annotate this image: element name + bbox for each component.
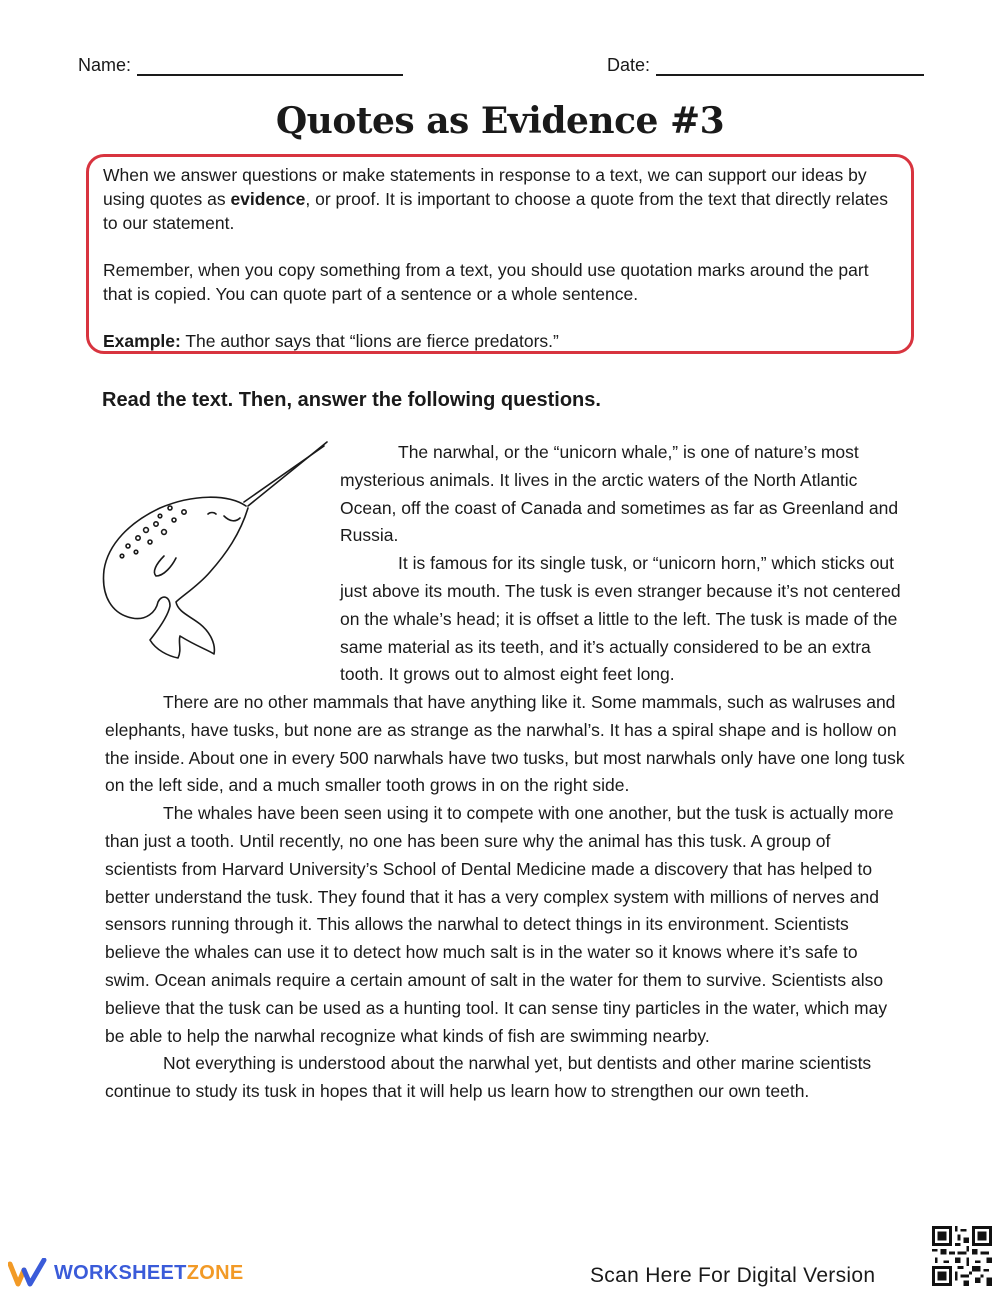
- date-label: Date:: [607, 55, 651, 75]
- passage-top: [340, 439, 906, 689]
- logo-icon: [8, 1258, 48, 1288]
- name-blank-line[interactable]: [137, 52, 403, 76]
- example-text: The author says that “lions are fierce predators.”: [180, 331, 559, 351]
- scan-instruction: Scan Here For Digital Version: [590, 1264, 876, 1287]
- name-field[interactable]: [78, 52, 403, 76]
- passage-paragraph-1: The narwhal, or the “unicorn whale,” is one of nature’s most mysterious animals. It lives in the arctic waters of the North Atlantic Ocean, off the coast of Canada and sometimes as far as Greenland and Russia.: [340, 442, 899, 546]
- passage-paragraph-3: There are no other mammals that have anything like it. Some mammals, such as walruses and elephants, have tusks, but none are as strange as the narwhal’s. It has a spiral shape and is hollow on the inside. About one in every 500 narwhals have two tusks, but most narwhals only have one long tusk on the left side, and a much smaller tooth grows in on the right side.: [105, 692, 905, 796]
- worksheet-zone-logo[interactable]: [8, 1258, 243, 1288]
- example-label: Example:: [103, 331, 181, 351]
- passage-paragraph-2: It is famous for its single tusk, or “unicorn horn,” which sticks out just above its mouth. The tusk is even stranger because it’s not centered on the whale’s head; it is offset a little to the left. The tusk is made of the same material as its teeth, and it’s actually considered to be an extra tooth. It grows out to almost eight feet long.: [340, 553, 901, 685]
- qr-code-icon[interactable]: [932, 1226, 992, 1286]
- page-title: Quotes as Evidence #3: [275, 100, 725, 142]
- instruction-callout: [86, 154, 914, 354]
- passage-bottom: [105, 689, 905, 1106]
- callout-example: [103, 329, 897, 353]
- evidence-term: evidence: [230, 189, 306, 209]
- logo-text: WORKSHEETZONE: [54, 1261, 244, 1284]
- passage-paragraph-5: Not everything is understood about the narwhal yet, but dentists and other marine scientists continue to study its tusk in hopes that it will help us learn how to strengthen our own teeth.: [105, 1053, 872, 1102]
- reading-instructions: Read the text. Then, answer the following questions.: [102, 389, 601, 411]
- callout-paragraph-2: Remember, when you copy something from a text, you should use quotation marks around the part that is copied. You can quote part of a sentence or a whole sentence.: [103, 260, 869, 304]
- name-label: Name:: [78, 55, 132, 75]
- callout-paragraph-1: When we answer questions or make statements in response to a text, we can support our ideas by using quotes as evidence, or proof. It is important to choose a quote from the text that directly relates to our statement.: [103, 165, 889, 233]
- date-blank-line[interactable]: [656, 52, 924, 76]
- narwhal-illustration: [98, 436, 338, 668]
- date-field[interactable]: [607, 52, 924, 76]
- passage-paragraph-4: The whales have been seen using it to compete with one another, but the tusk is actually more than just a tooth. Until recently, no one has been sure why the animal has this tusk. A group of scientists from Harvard University’s School of Dental Medicine made a discovery that has helped to better understand the tusk. They found that it has a very complex system with millions of nerves and sensors running through it. This allows the narwhal to detect things in its environment. Scientists believe the whales can use it to detect how much salt is in the water so it knows where it’s safe to swim. Ocean animals require a certain amount of salt in the water for them to survive. Scientists also believe that the tusk can be used as a hunting tool. It can sense tiny particles in the water, which may be able to help the narwhal recognize what kinds of fish are swimming nearby.: [105, 803, 894, 1046]
